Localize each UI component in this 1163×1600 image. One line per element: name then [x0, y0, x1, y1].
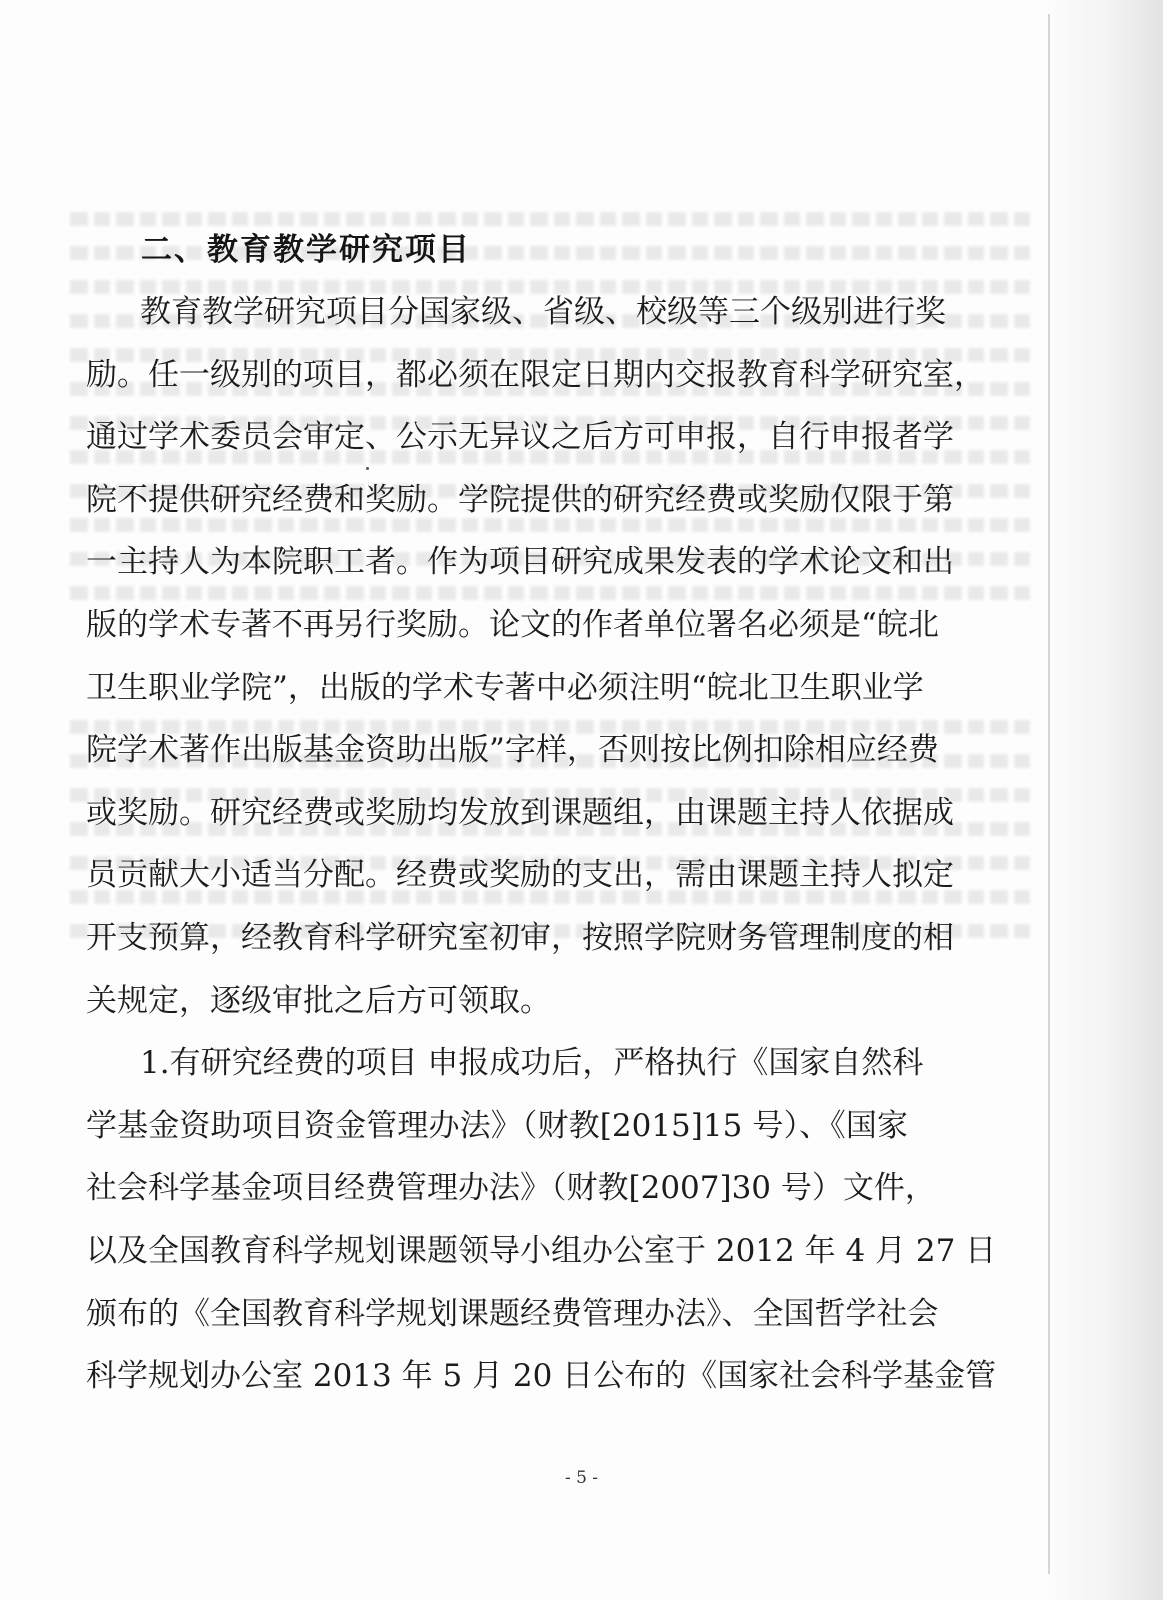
text-line: 颁布的《全国教育科学规划课题经费管理办法》、全国哲学社会 — [86, 1295, 939, 1332]
text-line: 版的学术专著不再另行奖励。论文的作者单位署名必须是“皖北 — [86, 606, 939, 643]
text-line: 科学规划办公室 2013 年 5 月 20 日公布的《国家社会科学基金管 — [86, 1358, 997, 1395]
text-line: 一主持人为本院职工者。作为项目研究成果发表的学术论文和出 — [86, 544, 954, 581]
text-line: 1.有研究经费的项目 申报成功后，严格执行《国家自然科 — [140, 1045, 924, 1082]
scan-edge-line — [1048, 14, 1050, 1574]
page-number: - 5 - — [564, 1468, 599, 1488]
text-line: 教育教学研究项目分国家级、省级、校级等三个级别进行奖 — [140, 294, 946, 330]
text-line: 以及全国教育科学规划课题领导小组办公室于 2012 年 4 月 27 日 — [86, 1232, 997, 1269]
text-line: 社会科学基金项目经费管理办法》（财教[2007]30 号）文件， — [86, 1170, 936, 1207]
text-line: 或奖励。研究经费或奖励均发放到课题组，由课题主持人依据成 — [86, 794, 954, 831]
text-line: 院不提供研究经费和奖励。学院提供的研究经费或奖励仅限于第 — [86, 481, 954, 518]
body-text — [86, 287, 997, 1414]
text-line: 开支预算，经教育科学研究室初审，按照学院财务管理制度的相 — [86, 919, 954, 956]
text-line: 卫生职业学院”，出版的学术专著中必须注明“皖北卫生职业学 — [86, 669, 924, 706]
text-line: 励。任一级别的项目，都必须在限定日期内交报教育科学研究室， — [86, 356, 985, 393]
section-heading: 二、教育教学研究项目 — [141, 232, 471, 268]
text-line: 员贡献大小适当分配。经费或奖励的支出，需由课题主持人拟定 — [86, 857, 954, 894]
text-line: 通过学术委员会审定、公示无异议之后方可申报，自行申报者学 — [86, 419, 954, 456]
scan-edge-shadow — [1043, 0, 1163, 1600]
text-line: 关规定，逐级审批之后方可领取。 — [86, 982, 551, 1019]
text-line: 院学术著作出版基金资助出版”字样，否则按比例扣除相应经费 — [86, 732, 939, 769]
text-line: 学基金资助项目资金管理办法》（财教[2015]15 号）、《国家 — [86, 1107, 908, 1144]
